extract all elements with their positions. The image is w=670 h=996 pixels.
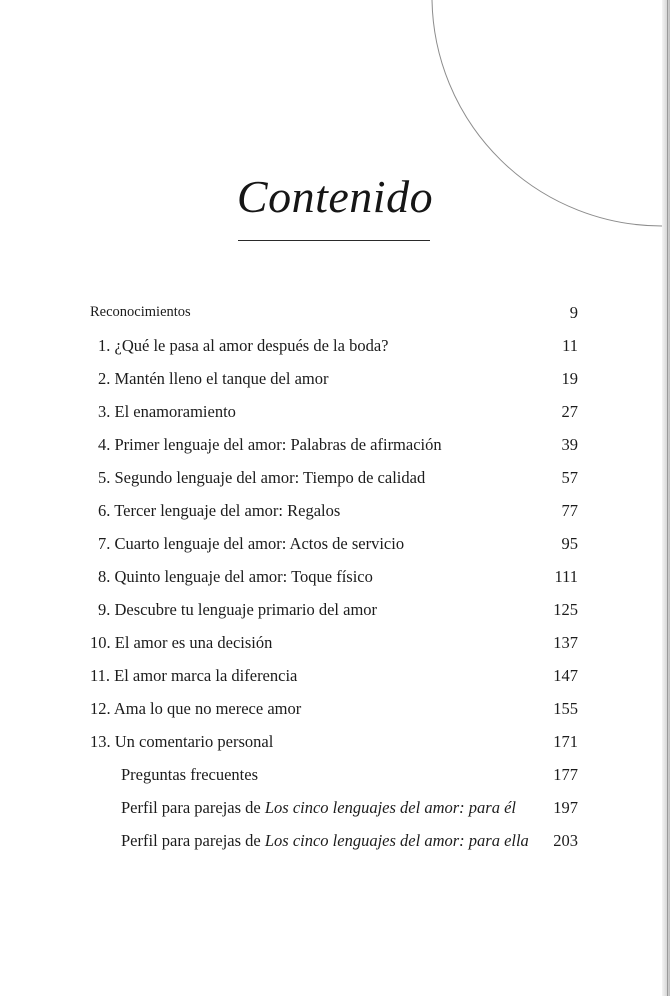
title-underline [238, 240, 430, 241]
toc-entry-label: Segundo lenguaje del amor: Tiempo de calidad [114, 468, 426, 487]
toc-entry-label: Un comentario personal [114, 732, 274, 751]
toc-entry-number: 7. [98, 534, 111, 553]
toc-entry-perfil-para-el[interactable] [0, 791, 670, 824]
toc-entry-label: El amor es una decisión [114, 633, 273, 652]
toc-entry-label: Perfil para parejas de [121, 798, 265, 817]
toc-entry-page: 171 [553, 732, 578, 751]
toc-entry-page: 197 [553, 798, 578, 817]
toc-entry-number: 8. [98, 567, 111, 586]
toc-entry-page: 125 [553, 600, 578, 619]
toc-entry-page: 11 [562, 336, 578, 355]
toc-entry-number: 6. [98, 501, 111, 520]
toc-entry-preguntas-frecuentes[interactable] [0, 758, 670, 791]
toc-entry-number: 5. [98, 468, 111, 487]
toc-entry-page: 147 [553, 666, 578, 685]
toc-entry-page: 155 [553, 699, 578, 718]
toc-entry-chapter-9[interactable] [0, 593, 670, 626]
toc-entry-book-title: Los cinco lenguajes del amor: para él [264, 798, 516, 817]
toc-entry-page: 39 [561, 435, 578, 454]
toc-entry-label: Descubre tu lenguaje primario del amor [114, 600, 378, 619]
toc-entry-page: 137 [553, 633, 578, 652]
toc-entry-label: Cuarto lenguaje del amor: Actos de servicio [114, 534, 405, 553]
toc-entry-chapter-8[interactable] [0, 560, 670, 593]
toc-entry-page: 57 [561, 468, 578, 487]
toc-entry-chapter-7[interactable] [0, 527, 670, 560]
toc-entry-label: Perfil para parejas de [121, 831, 265, 850]
toc-entry-chapter-4[interactable] [0, 428, 670, 461]
toc-entry-perfil-para-ella[interactable] [0, 824, 670, 857]
toc-entry-label: Tercer lenguaje del amor: Regalos [114, 501, 341, 520]
toc-entry-chapter-5[interactable] [0, 461, 670, 494]
toc-entry-number: 13. [90, 732, 111, 751]
toc-entry-chapter-13[interactable] [0, 725, 670, 758]
toc-entry-book-title: Los cinco lenguajes del amor: para ella [264, 831, 529, 850]
toc-entry-number: 9. [98, 600, 111, 619]
decorative-arc [0, 0, 670, 300]
toc-entry-label: Primer lenguaje del amor: Palabras de afirmación [114, 435, 442, 454]
toc-entry-page: 77 [561, 501, 578, 520]
toc-entry-number: 2. [98, 369, 111, 388]
toc-entry-chapter-10[interactable] [0, 626, 670, 659]
toc-entry-label: Mantén lleno el tanque del amor [114, 369, 329, 388]
toc-entry-chapter-1[interactable] [0, 329, 670, 362]
toc-entry-label: Preguntas frecuentes [121, 765, 258, 784]
toc-entry-number: 4. [98, 435, 111, 454]
toc-entry-label: Ama lo que no merece amor [113, 699, 302, 718]
toc-entry-page: 9 [569, 303, 578, 322]
toc-entry-label: Reconocimientos [90, 304, 191, 320]
toc-entry-page: 95 [561, 534, 578, 553]
toc-entry-number: 1. [98, 336, 111, 355]
toc-entry-page: 203 [553, 831, 578, 850]
toc-entry-number: 3. [98, 402, 111, 421]
toc-entry-page: 19 [561, 369, 578, 388]
toc-entry-label: ¿Qué le pasa al amor después de la boda? [114, 336, 389, 355]
toc-entry-reconocimientos[interactable] [0, 296, 670, 329]
toc-entry-number: 10. [90, 633, 111, 652]
toc-entry-number: 12. [90, 699, 111, 718]
toc-entry-page: 177 [553, 765, 578, 784]
toc-entry-chapter-2[interactable] [0, 362, 670, 395]
toc-entry-chapter-3[interactable] [0, 395, 670, 428]
toc-entry-chapter-12[interactable] [0, 692, 670, 725]
page-title: Contenido [236, 171, 434, 222]
toc-entry-page: 111 [554, 567, 578, 586]
toc-entry-label: El amor marca la diferencia [114, 666, 298, 685]
toc-entry-page: 27 [561, 402, 578, 421]
toc-entry-label: Quinto lenguaje del amor: Toque físico [114, 567, 373, 586]
toc-entry-label: El enamoramiento [114, 402, 236, 421]
toc-entry-chapter-11[interactable] [0, 659, 670, 692]
toc-entry-chapter-6[interactable] [0, 494, 670, 527]
table-of-contents [0, 296, 670, 857]
toc-entry-number: 11. [90, 666, 111, 685]
